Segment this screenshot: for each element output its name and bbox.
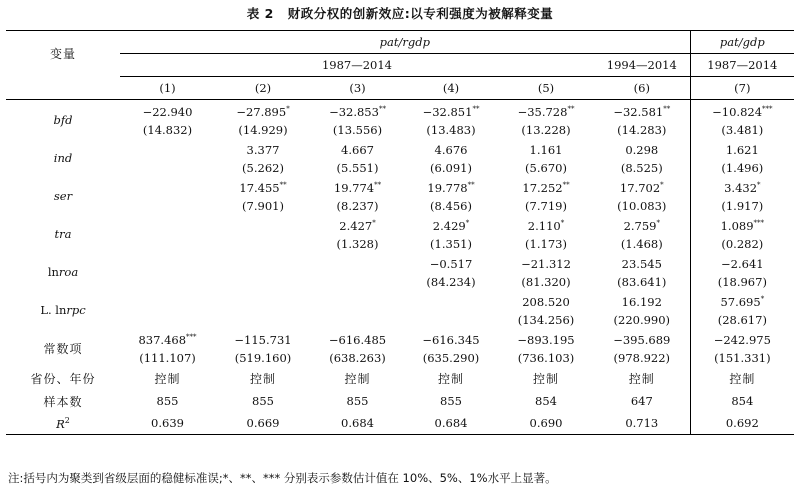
significance-stars: *** <box>753 218 765 227</box>
coefficient-cell <box>311 328 404 349</box>
coefficient-cell <box>498 290 594 311</box>
table-number: 表 2 <box>246 6 274 21</box>
empty-header-cell <box>6 77 120 100</box>
coefficient-value: 17.702 <box>619 180 661 195</box>
significance-stars: * <box>760 294 765 303</box>
significance-stars: ** <box>467 180 475 189</box>
controls-value: 控制 <box>344 371 371 386</box>
std-error-row <box>6 235 794 252</box>
observations-value: 854 <box>731 394 754 408</box>
significance-stars: ** <box>374 180 382 189</box>
variable-name <box>6 138 120 176</box>
coefficient-value: −616.345 <box>422 332 480 347</box>
coefficient-cell <box>690 176 794 197</box>
observations-value: 647 <box>594 390 690 412</box>
coefficient-value: −115.731 <box>234 332 292 347</box>
column-number: (1) <box>120 77 215 100</box>
significance-stars: * <box>757 180 761 189</box>
observations-value: 855 <box>346 394 369 408</box>
variable-name <box>6 100 120 139</box>
estimate-row <box>6 100 794 122</box>
std-error-cell: (3.481) <box>721 122 764 137</box>
coefficient-cell <box>120 100 215 122</box>
std-error-cell: (0.282) <box>721 236 764 251</box>
estimate-row <box>6 176 794 197</box>
observations-label: 样本数 <box>43 394 83 409</box>
coefficient-value: −10.824 <box>712 104 763 119</box>
coefficient-cell <box>690 252 794 273</box>
std-error-cell: (151.331) <box>714 350 771 365</box>
coefficient-cell <box>311 214 404 235</box>
significance-stars: * <box>560 218 565 227</box>
std-error-cell: (5.262) <box>242 160 284 175</box>
significance-stars: *** <box>186 332 197 341</box>
variable-label: rpc <box>66 303 86 317</box>
period-header-2: 1994—2014 <box>594 54 690 77</box>
r-squared-exponent: 2 <box>64 415 70 425</box>
std-error-cell <box>120 273 215 290</box>
std-error-cell <box>215 235 311 252</box>
coefficient-value: −22.940 <box>142 104 193 119</box>
std-error-cell <box>120 159 215 176</box>
coefficient-value: −35.728 <box>517 104 568 119</box>
estimate-row <box>6 328 794 349</box>
coefficient-cell <box>404 138 498 159</box>
observations-value: 854 <box>535 394 557 408</box>
coefficient-cell <box>594 176 690 197</box>
variable-label: roa <box>58 265 79 279</box>
coefficient-value: −893.195 <box>517 332 575 347</box>
coefficient-value: −616.485 <box>328 332 387 347</box>
column-number: (2) <box>215 77 311 100</box>
std-error-cell: (13.556) <box>332 122 383 137</box>
coefficient-value: 19.774 <box>333 180 375 195</box>
significance-stars: * <box>660 180 664 189</box>
controls-value: 控制 <box>729 371 756 386</box>
variable-name <box>6 328 120 366</box>
std-error-cell: (134.256) <box>517 312 575 327</box>
controls-value: 控制 <box>532 371 559 386</box>
r2-value: 0.692 <box>690 412 794 435</box>
coefficient-cell <box>215 176 311 197</box>
std-error-cell: (8.237) <box>336 198 379 213</box>
coefficient-cell <box>690 290 794 311</box>
coefficient-cell <box>311 252 404 273</box>
r-squared-label <box>6 412 120 435</box>
controls-value: 控制 <box>594 366 690 390</box>
coefficient-value: −0.517 <box>429 256 473 271</box>
coefficient-value: −242.975 <box>713 332 771 347</box>
significance-stars: ** <box>279 180 287 189</box>
coefficient-cell <box>404 176 498 197</box>
coefficient-cell <box>404 100 498 122</box>
coefficient-value: 2.110 <box>527 218 561 233</box>
variable-prefix: L. ln <box>40 303 67 317</box>
coefficient-cell <box>690 328 794 349</box>
coefficient-cell <box>120 252 215 273</box>
std-error-row <box>6 159 794 176</box>
variable-label: ind <box>53 151 73 165</box>
variable-label: ser <box>53 189 73 203</box>
coefficient-cell <box>404 290 498 311</box>
std-error-row <box>6 273 794 290</box>
coefficient-value: 2.427 <box>339 218 373 233</box>
std-error-cell <box>404 311 498 328</box>
significance-stars: ** <box>562 180 570 189</box>
std-error-cell: (638.263) <box>329 350 386 365</box>
std-error-cell: (111.107) <box>139 350 196 365</box>
coefficient-cell <box>215 252 311 273</box>
observations-value: 855 <box>440 394 462 408</box>
std-error-row <box>6 311 794 328</box>
column-number: (4) <box>404 77 498 100</box>
significance-stars: * <box>286 104 290 113</box>
coefficient-value: −27.895 <box>236 104 287 119</box>
controls-value: 控制 <box>437 371 464 386</box>
std-error-cell: (18.967) <box>717 274 767 289</box>
coefficient-cell <box>498 100 594 122</box>
coefficient-cell <box>498 328 594 349</box>
std-error-row <box>6 349 794 366</box>
std-error-cell: (8.456) <box>430 198 472 213</box>
coefficient-value: 4.667 <box>341 142 374 157</box>
variable-label: tra <box>54 227 72 241</box>
coefficient-value: −21.312 <box>521 256 571 271</box>
period-header-3: 1987—2014 <box>690 54 794 77</box>
coefficient-cell <box>215 328 311 349</box>
coefficient-value: 208.520 <box>522 294 570 309</box>
estimate-row <box>6 214 794 235</box>
r2-row <box>6 412 794 435</box>
dep-var-header-1: pat/rgdp <box>120 31 690 54</box>
coefficient-value: 3.432 <box>724 180 758 195</box>
coefficient-value: 17.252 <box>522 180 563 195</box>
coefficient-cell <box>215 214 311 235</box>
std-error-cell: (1.468) <box>594 235 690 252</box>
coefficient-cell <box>311 290 404 311</box>
coefficient-cell <box>311 176 404 197</box>
controls-value: 控制 <box>249 371 276 386</box>
std-error-cell: (8.525) <box>594 159 690 176</box>
std-error-cell: (10.083) <box>594 197 690 214</box>
coefficient-cell <box>120 328 215 349</box>
std-error-cell <box>120 197 215 214</box>
std-error-cell: (1.351) <box>430 236 472 251</box>
coefficient-value: −32.581 <box>613 104 664 119</box>
std-error-cell: (1.917) <box>721 198 764 213</box>
coefficient-value: 837.468 <box>138 332 187 347</box>
std-error-cell: (14.283) <box>594 121 690 138</box>
coefficient-value: 19.778 <box>427 180 468 195</box>
std-error-cell: (13.483) <box>426 122 476 137</box>
std-error-cell <box>311 273 404 290</box>
observations-value: 855 <box>252 394 274 408</box>
coefficient-cell <box>404 328 498 349</box>
std-error-cell: (13.228) <box>521 122 571 137</box>
std-error-cell <box>215 273 311 290</box>
variable-name <box>6 214 120 252</box>
significance-stars: ** <box>472 104 480 113</box>
coefficient-cell <box>594 290 690 311</box>
coefficient-cell <box>498 138 594 159</box>
coefficient-value: 1.161 <box>529 142 563 157</box>
coefficient-value: −32.851 <box>422 104 473 119</box>
std-error-cell: (7.719) <box>525 198 567 213</box>
r2-value: 0.690 <box>498 412 594 435</box>
coefficient-value: 16.192 <box>621 294 662 309</box>
coefficient-value: 1.621 <box>725 142 759 157</box>
std-error-cell: (81.320) <box>521 274 571 289</box>
std-error-cell: (7.901) <box>242 198 284 213</box>
coefficient-cell <box>311 100 404 122</box>
coefficient-value: 1.089 <box>720 218 754 233</box>
coefficient-value: 4.676 <box>434 142 468 157</box>
coefficient-cell <box>498 252 594 273</box>
r2-value: 0.713 <box>594 412 690 435</box>
regression-table <box>6 30 794 435</box>
coefficient-cell <box>120 176 215 197</box>
significance-stars: * <box>656 218 660 227</box>
significance-stars: ** <box>567 104 575 113</box>
r2-value: 0.684 <box>311 412 404 435</box>
std-error-row <box>6 197 794 214</box>
std-error-cell <box>120 235 215 252</box>
std-error-cell: (84.234) <box>426 274 476 289</box>
coefficient-value: −2.641 <box>721 256 764 271</box>
significance-stars: ** <box>378 104 386 113</box>
variable-name <box>6 290 120 328</box>
coefficient-value: 17.455 <box>239 180 280 195</box>
variable-name <box>6 176 120 214</box>
significance-stars: * <box>372 218 376 227</box>
std-error-cell <box>120 311 215 328</box>
std-error-cell: (14.929) <box>238 122 288 137</box>
period-header-1: 1987—2014 <box>120 54 594 77</box>
std-error-cell: (736.103) <box>517 350 575 365</box>
std-error-cell: (978.922) <box>594 349 690 366</box>
coefficient-cell <box>404 214 498 235</box>
coefficient-cell <box>215 100 311 122</box>
std-error-cell: (14.832) <box>142 122 193 137</box>
std-error-cell: (83.641) <box>594 273 690 290</box>
coefficient-cell <box>594 100 690 122</box>
coefficient-cell <box>215 290 311 311</box>
std-error-cell: (1.328) <box>336 236 379 251</box>
column-number: (3) <box>311 77 404 100</box>
dep-var-header-2: pat/gdp <box>690 31 794 54</box>
variable-prefix: ln <box>47 265 59 279</box>
table-title: 财政分权的创新效应:以专利强度为被解释变量 <box>287 6 554 21</box>
std-error-cell: (635.290) <box>422 350 480 365</box>
estimate-row <box>6 252 794 273</box>
coefficient-cell <box>690 214 794 235</box>
coefficient-cell <box>594 252 690 273</box>
observations-value: 855 <box>156 394 179 408</box>
coefficient-cell <box>498 176 594 197</box>
variable-header: 变量 <box>6 31 120 77</box>
r-squared-symbol: R <box>56 416 65 431</box>
estimate-row <box>6 138 794 159</box>
observations-row <box>6 390 794 412</box>
coefficient-value: 0.298 <box>625 142 659 157</box>
std-error-cell: (5.670) <box>525 160 567 175</box>
significance-stars: *** <box>762 104 773 113</box>
coefficient-cell <box>690 100 794 122</box>
std-error-cell: (28.617) <box>717 312 767 327</box>
coefficient-cell <box>215 138 311 159</box>
coefficient-cell <box>594 214 690 235</box>
column-number: (6) <box>594 77 690 100</box>
coefficient-cell <box>594 328 690 349</box>
controls-label: 省份、年份 <box>30 371 96 386</box>
coefficient-value: 2.429 <box>432 218 466 233</box>
coefficient-cell <box>120 290 215 311</box>
coefficient-value: 3.377 <box>246 142 280 157</box>
coefficient-value: −395.689 <box>613 332 671 347</box>
coefficient-cell <box>594 138 690 159</box>
estimate-row <box>6 290 794 311</box>
std-error-cell: (6.091) <box>430 160 472 175</box>
variable-name <box>6 252 120 290</box>
coefficient-cell <box>690 138 794 159</box>
std-error-cell: (220.990) <box>594 311 690 328</box>
table-caption <box>0 4 800 22</box>
controls-value: 控制 <box>154 371 181 386</box>
coefficient-value: −32.853 <box>329 104 379 119</box>
coefficient-cell <box>120 214 215 235</box>
variable-label: bfd <box>53 113 73 127</box>
significance-stars: ** <box>663 104 671 113</box>
r2-value: 0.669 <box>215 412 311 435</box>
std-error-row <box>6 121 794 138</box>
r2-value: 0.684 <box>404 412 498 435</box>
coefficient-value: 2.759 <box>623 218 657 233</box>
coefficient-cell <box>404 252 498 273</box>
table-note: 注:括号内为聚类到省级层面的稳健标准误;*、**、*** 分别表示参数估计值在 10%、5%、1%水平上显著。 <box>8 471 557 485</box>
std-error-cell: (519.160) <box>234 350 292 365</box>
std-error-cell <box>215 311 311 328</box>
std-error-cell: (1.496) <box>721 160 764 175</box>
std-error-cell: (1.173) <box>525 236 567 251</box>
column-number: (7) <box>690 77 794 100</box>
coefficient-value: 57.695 <box>720 294 761 309</box>
coefficient-cell <box>311 138 404 159</box>
variable-label: 常数项 <box>43 341 83 356</box>
r2-value: 0.639 <box>120 412 215 435</box>
coefficient-cell <box>120 138 215 159</box>
coefficient-cell <box>498 214 594 235</box>
column-number: (5) <box>498 77 594 100</box>
std-error-cell <box>311 311 404 328</box>
significance-stars: * <box>465 218 470 227</box>
std-error-cell: (5.551) <box>336 160 379 175</box>
controls-row <box>6 366 794 390</box>
coefficient-value: 23.545 <box>621 256 662 271</box>
